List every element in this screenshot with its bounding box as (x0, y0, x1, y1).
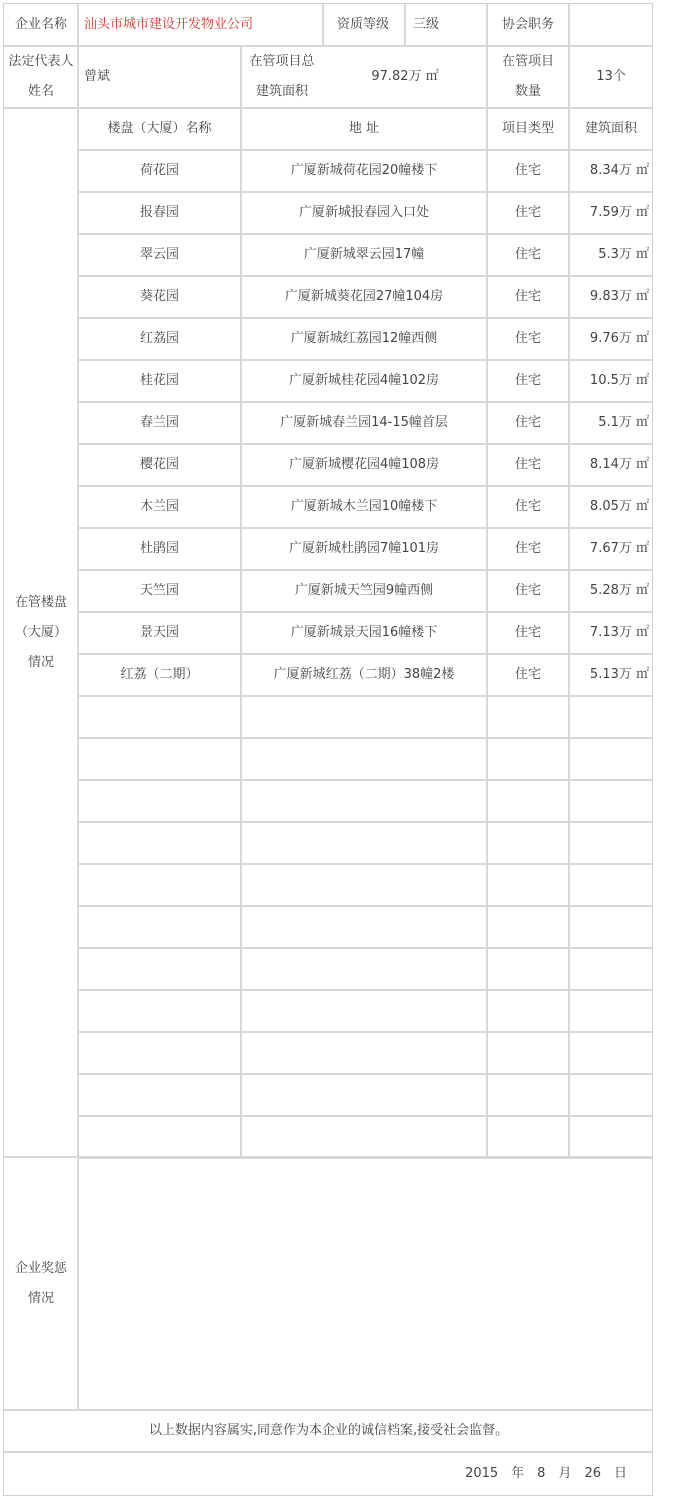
awards-value (78, 1157, 653, 1410)
building-name-cell (78, 990, 241, 1032)
building-type-cell (487, 948, 569, 990)
building-type-cell (487, 1116, 569, 1158)
building-address-cell: 广厦新城红荔园12幢西侧 (290, 331, 438, 346)
building-address-cell: 广厦新城木兰园10幢楼下 (290, 499, 438, 514)
building-area-cell (569, 1074, 653, 1116)
building-type-cell (487, 696, 569, 738)
building-name-cell: 报春园 (139, 205, 179, 220)
building-name-cell: 桂花园 (139, 373, 179, 388)
building-name-cell (78, 822, 241, 864)
company-name-value: 汕头市城市建设开发物业公司 (84, 17, 254, 32)
building-address-cell: 广厦新城红荔（二期）38幢2楼 (273, 667, 455, 682)
building-area-cell (569, 822, 653, 864)
total-area-label (241, 46, 323, 108)
building-name-cell: 樱花园 (139, 457, 179, 472)
building-type-cell: 住宅 (514, 541, 541, 556)
building-area-cell (569, 1116, 653, 1158)
building-name-cell (78, 948, 241, 990)
building-area-cell: 7.67万 ㎡ (589, 541, 649, 556)
building-address-cell: 广厦新城葵花园27幢104房 (284, 289, 444, 304)
building-type-cell (487, 990, 569, 1032)
column-header-type: 项目类型 (501, 121, 554, 136)
building-address-cell (241, 696, 487, 738)
building-area-cell: 7.13万 ㎡ (589, 625, 649, 640)
building-name-cell: 春兰园 (139, 415, 179, 430)
total-area-label-line1: 在管项目总 (249, 54, 315, 69)
building-type-cell (487, 1032, 569, 1074)
building-type-cell: 住宅 (514, 499, 541, 514)
building-type-cell: 住宅 (514, 583, 541, 598)
building-area-cell: 9.76万 ㎡ (589, 331, 649, 346)
building-type-cell (487, 906, 569, 948)
building-area-cell: 5.3万 ㎡ (598, 247, 649, 262)
building-area-cell (569, 780, 653, 822)
legal-rep-label-line1: 法定代表人 (8, 54, 74, 69)
building-address-cell (241, 864, 487, 906)
building-address-cell: 广厦新城樱花园4幢108房 (288, 457, 440, 472)
building-address-cell: 广厦新城翠云园17幢 (303, 247, 425, 262)
project-count-label-line1: 在管项目 (501, 54, 554, 69)
building-name-cell (78, 1116, 241, 1158)
building-address-cell (241, 780, 487, 822)
building-area-cell: 8.34万 ㎡ (589, 163, 649, 178)
building-address-cell (241, 1116, 487, 1158)
building-name-cell: 天竺园 (139, 583, 179, 598)
building-address-cell: 广厦新城桂花园4幢102房 (288, 373, 440, 388)
building-area-cell (569, 1032, 653, 1074)
qualification-label: 资质等级 (336, 17, 389, 32)
building-type-cell: 住宅 (514, 457, 541, 472)
building-name-cell: 木兰园 (139, 499, 179, 514)
building-type-cell (487, 822, 569, 864)
building-address-cell (241, 1032, 487, 1074)
qualification-value: 三级 (413, 17, 440, 32)
building-type-cell (487, 1074, 569, 1116)
building-type-cell: 住宅 (514, 667, 541, 682)
building-type-cell (487, 864, 569, 906)
column-header-address: 地 址 (348, 121, 380, 136)
total-area-value: 97.82万 ㎡ (371, 69, 439, 84)
awards-label (4, 1157, 78, 1410)
building-type-cell: 住宅 (514, 247, 541, 262)
building-type-cell: 住宅 (514, 331, 541, 346)
building-area-cell (569, 906, 653, 948)
project-count-value: 13个 (596, 69, 626, 84)
building-address-cell (241, 1074, 487, 1116)
building-type-cell: 住宅 (514, 205, 541, 220)
buildings-section-label (4, 108, 78, 1157)
building-address-cell: 广厦新城景天园16幢楼下 (290, 625, 438, 640)
buildings-section-label-line2: （大厦） (14, 624, 67, 640)
building-name-cell (78, 738, 241, 780)
building-address-cell: 广厦新城报春园入口处 (298, 205, 429, 220)
building-type-cell: 住宅 (514, 625, 541, 640)
building-type-cell: 住宅 (514, 163, 541, 178)
building-address-cell: 广厦新城天竺园9幢西侧 (294, 583, 434, 598)
building-address-cell (241, 906, 487, 948)
building-type-cell: 住宅 (514, 415, 541, 430)
building-address-cell (241, 822, 487, 864)
building-name-cell: 红荔（二期） (120, 667, 199, 682)
building-type-cell: 住宅 (514, 289, 541, 304)
building-type-cell (487, 738, 569, 780)
building-name-cell: 景天园 (139, 625, 179, 640)
integrity-record-form (3, 3, 653, 1496)
legal-rep-label-line2: 姓名 (27, 84, 54, 99)
building-name-cell: 红荔园 (139, 331, 179, 346)
building-address-cell: 广厦新城杜鹃园7幢101房 (288, 541, 440, 556)
building-name-cell (78, 696, 241, 738)
building-name-cell: 翠云园 (139, 247, 179, 262)
building-area-cell: 8.05万 ㎡ (589, 499, 649, 514)
building-area-cell (569, 696, 653, 738)
building-address-cell (241, 990, 487, 1032)
building-area-cell (569, 990, 653, 1032)
building-name-cell (78, 1032, 241, 1074)
awards-label-line2: 情况 (27, 1290, 54, 1306)
legal-rep-value: 曾斌 (84, 69, 111, 84)
building-type-cell: 住宅 (514, 373, 541, 388)
building-name-cell: 荷花园 (139, 163, 179, 178)
column-header-area: 建筑面积 (584, 121, 637, 136)
project-count-label (487, 46, 569, 108)
declaration-statement: 以上数据内容属实,同意作为本企业的诚信档案,接受社会监督。 (148, 1423, 509, 1438)
building-name-cell (78, 906, 241, 948)
building-area-cell: 5.28万 ㎡ (589, 583, 649, 598)
building-name-cell: 葵花园 (139, 289, 179, 304)
building-address-cell: 广厦新城春兰园14-15幢首层 (280, 415, 448, 430)
building-name-cell (78, 780, 241, 822)
building-address-cell (241, 948, 487, 990)
building-type-cell (487, 780, 569, 822)
awards-label-line1: 企业奖惩 (14, 1260, 67, 1276)
column-header-name: 楼盘（大厦）名称 (107, 121, 212, 136)
buildings-section-label-line1: 在管楼盘 (14, 594, 67, 610)
building-area-cell: 8.14万 ㎡ (589, 457, 649, 472)
building-area-cell (569, 864, 653, 906)
company-name-label: 企业名称 (14, 17, 67, 32)
building-address-cell: 广厦新城荷花园20幢楼下 (290, 163, 438, 178)
building-area-cell: 5.13万 ㎡ (589, 667, 649, 682)
building-name-cell: 杜鹃园 (139, 541, 179, 556)
signature-date: 2015 年 8 月 26 日 (465, 1465, 627, 1481)
building-area-cell: 7.59万 ㎡ (589, 205, 649, 220)
building-address-cell (241, 738, 487, 780)
legal-rep-label (4, 46, 78, 108)
building-name-cell (78, 1074, 241, 1116)
building-area-cell (569, 738, 653, 780)
building-area-cell: 10.5万 ㎡ (589, 373, 649, 388)
association-role-label: 协会职务 (501, 17, 554, 32)
buildings-section-label-line3: 情况 (27, 654, 54, 670)
building-area-cell: 5.1万 ㎡ (598, 415, 649, 430)
total-area-label-line2: 建筑面积 (255, 84, 308, 99)
building-name-cell (78, 864, 241, 906)
project-count-label-line2: 数量 (514, 84, 541, 99)
building-area-cell (569, 948, 653, 990)
building-area-cell: 9.83万 ㎡ (589, 289, 649, 304)
association-role-value (569, 4, 653, 46)
